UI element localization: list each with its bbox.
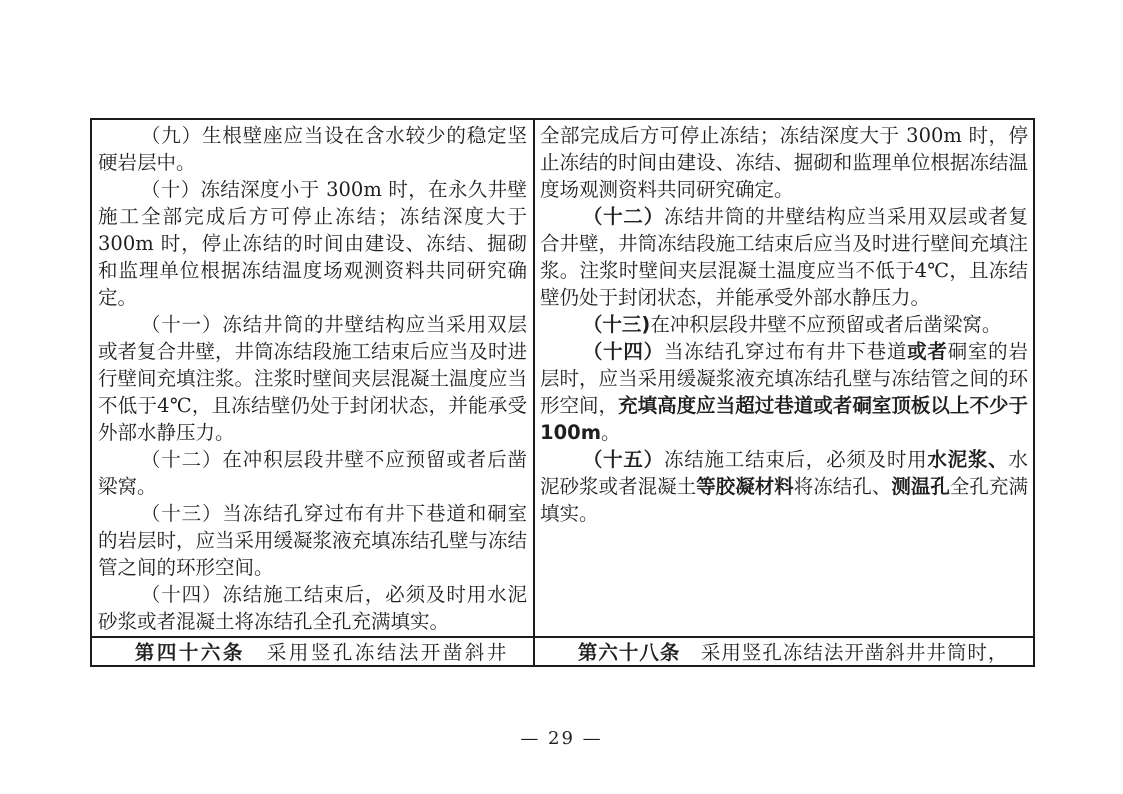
right-article-heading [535,638,1033,665]
bold-text-run: 等胶凝材料 [696,475,794,498]
bold-text-run: （十四） [582,340,664,363]
text-run: （十三）当冻结孔穿过布有井下巷道和硐室的岩层时，应当采用缓凝浆液充填冻结孔壁与冻结管之间的环形空间。 [98,502,528,579]
paragraph [98,122,527,176]
text-run: 硐室的岩层时，应当采用缓凝浆液充填冻结孔壁与冻结管之间的环形空间， [540,340,1028,417]
text-run: （九）生根壁座应当设在含水较少的稳定坚硬岩层中。 [98,124,527,174]
paragraph [98,176,527,311]
bold-text-run: 或者 [907,340,948,363]
paragraph [98,311,527,446]
text-run: （十）冻结深度小于 300m 时，在永久井壁施工全部完成后方可停止冻结；冻结深度大于 300m 时，停止冻结的时间由建设、冻结、掘砌和监理单位根据冻结温度场观测资料共同研究确定。 [98,178,527,309]
text-run: 采用竖孔冻结法开凿斜井井筒时， [680,641,1009,664]
left-article-heading [92,638,533,665]
text-run: 冻结施工结束后，必须及时用 [663,448,928,471]
text-run: 采用竖孔冻结法开凿斜井 [244,641,509,664]
text-run: 全部完成后方可停止冻结；冻结深度大于 300m 时，停止冻结的时间由建设、冻结、掘砌和监理单位根据冻结温度场观测资料共同研究确定。 [540,124,1028,201]
text-run: （十二）在冲积层段井壁不应预留或者后凿梁窝。 [98,448,527,498]
text-run: 水泥砂浆或者混凝土 [540,448,1028,498]
text-run: 将冻结孔、 [793,475,892,498]
text-run: 在冲积层段井壁不应预留或者后凿梁窝。 [650,313,1002,336]
text-run: 当冻结孔穿过布有井下巷道 [663,340,908,363]
bold-text-run: （十三) [582,313,651,336]
text-run: 。 [601,421,621,444]
right-article-row [533,636,1033,665]
paragraph [540,122,1028,203]
text-run: 冻结井筒的井壁结构应当采用双层或者复合井壁，井筒冻结段施工结束后应当及时进行壁间充填注浆。注浆时壁间夹层混凝土温度应当不低于4℃，且冻结壁仍处于封闭状态，并能承受外部水静压力。 [540,205,1028,309]
page-number: — 29 — [520,728,603,749]
right-column-cell [533,120,1033,636]
bold-text-run: 充填高度应当超过巷道或者硐室顶板以上不少于 100m [540,394,1028,444]
bold-text-run: 第四十六条 [134,641,245,664]
paragraph [540,311,1028,338]
bold-text-run: 第六十八条 [577,641,681,664]
left-column-cell [92,120,533,636]
text-run: 全孔充满填实。 [540,475,1028,525]
paragraph [540,338,1028,446]
text-run: （十四）冻结施工结束后，必须及时用水泥砂浆或者混凝土将冻结孔全孔充满填实。 [98,583,527,633]
paragraph [98,581,527,635]
text-run: （十一）冻结井筒的井壁结构应当采用双层或者复合井壁，井筒冻结段施工结束后应当及时进行壁间充填注浆。注浆时壁间夹层混凝土温度应当不低于4℃，且冻结壁仍处于封闭状态，并能承受外部水静压力。 [98,313,528,444]
bold-text-run: （十五） [582,448,664,471]
bold-text-run: 水泥浆、 [927,448,1009,471]
left-article-row [92,636,533,665]
paragraph [540,203,1028,311]
paragraph [98,500,527,581]
paragraph [98,446,527,500]
regulation-comparison-table [90,118,1035,667]
paragraph [540,446,1028,527]
bold-text-run: 测温孔 [891,475,950,498]
bold-text-run: （十二） [582,205,664,228]
